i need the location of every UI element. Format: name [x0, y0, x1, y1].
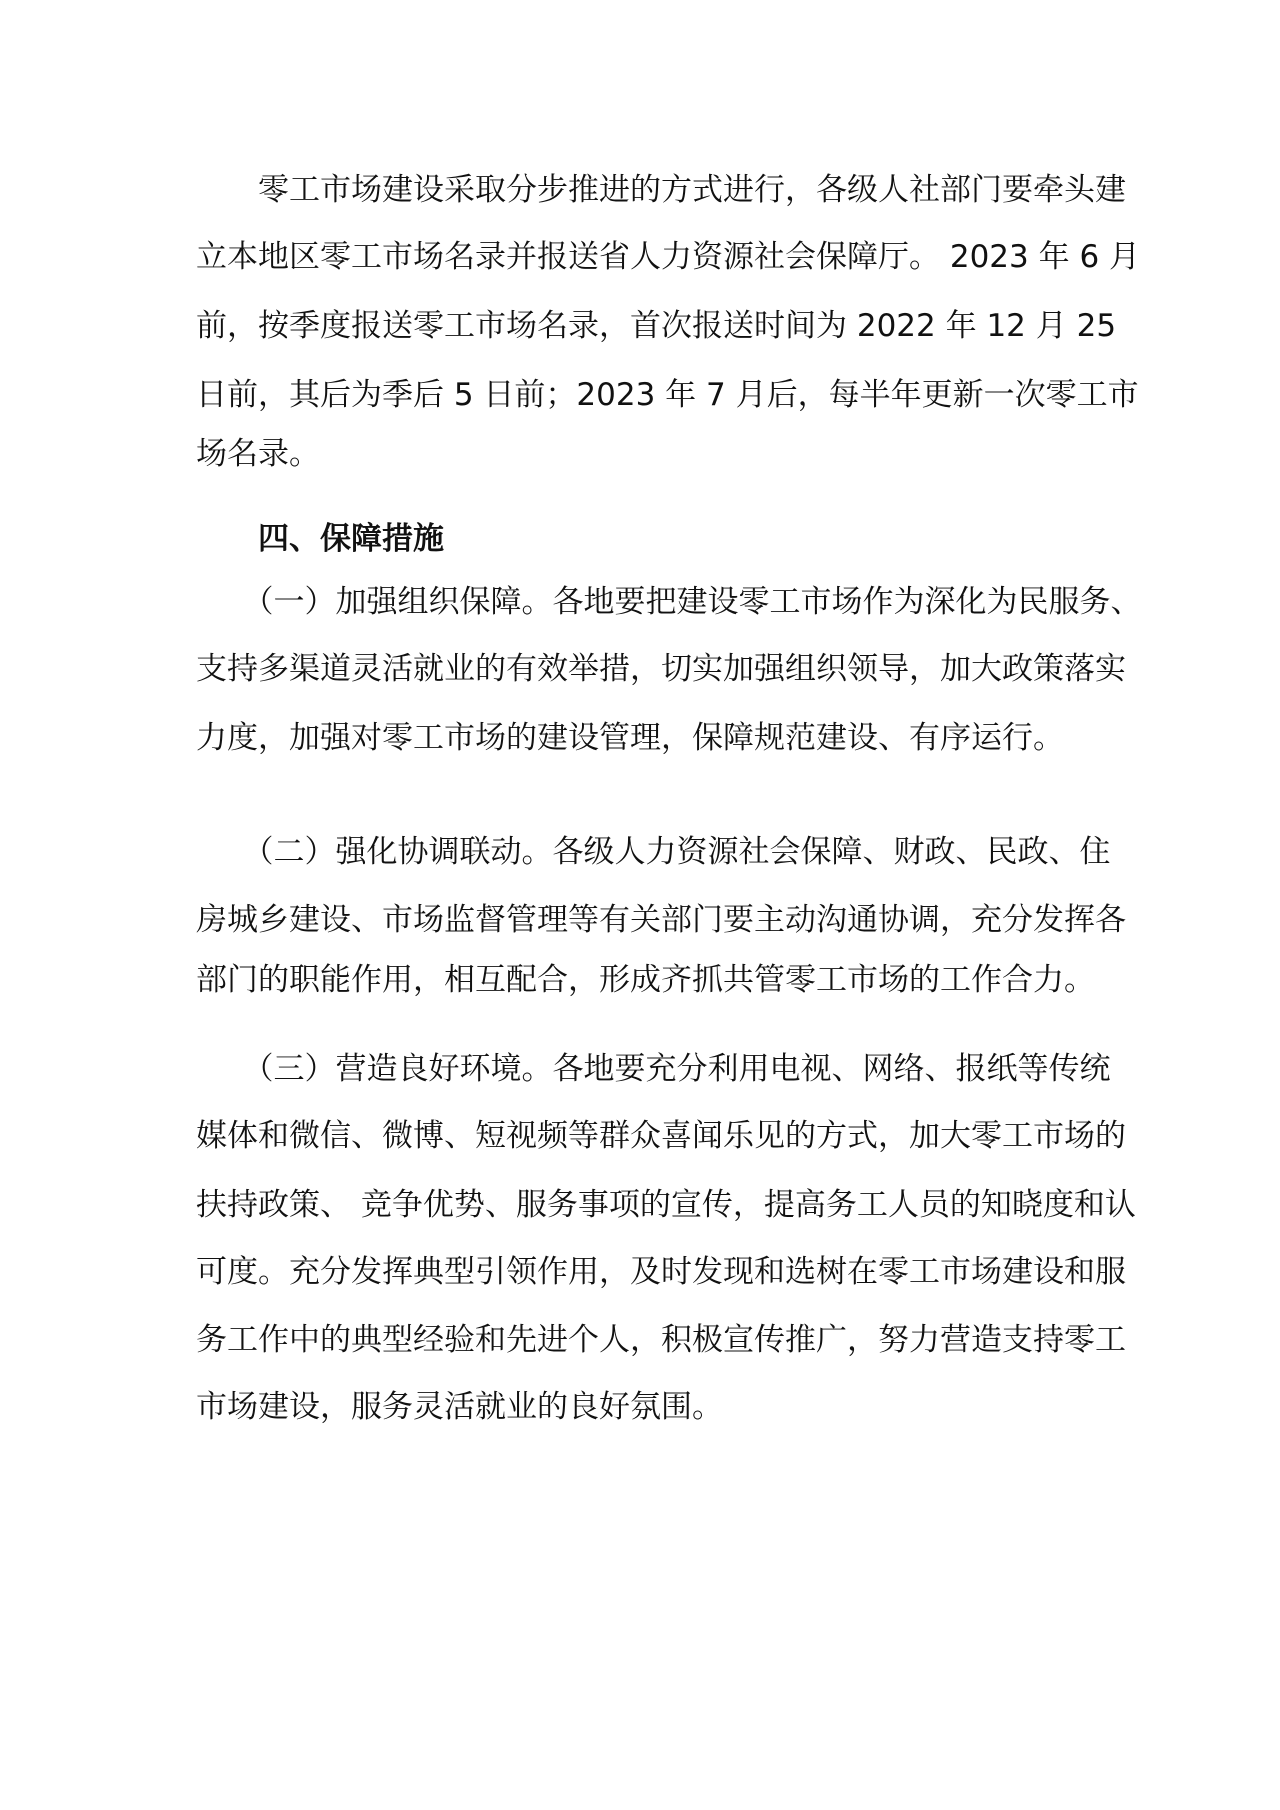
text-line: 前，按季度报送零工市场名录，首次报送时间为 2022 年 12 月 25	[196, 308, 1117, 344]
text-line: 场名录。	[196, 436, 320, 472]
text-line: 扶持政策、 竞争优势、服务事项的宣传，提高务工人员的知晓度和认	[196, 1187, 1136, 1223]
text-line: 零工市场建设采取分步推进的方式进行，各级人社部门要牵头建	[196, 172, 1126, 208]
text-line: 部门的职能作用，相互配合，形成齐抓共管零工市场的工作合力。	[196, 962, 1095, 998]
text-line: （一）加强组织保障。各地要把建设零工市场作为深化为民服务、	[196, 584, 1142, 620]
text-line: （三）营造良好环境。各地要充分利用电视、网络、报纸等传统	[196, 1051, 1111, 1087]
text-line: 支持多渠道灵活就业的有效举措，切实加强组织领导，加大政策落实	[196, 651, 1126, 687]
text-line: 日前，其后为季后 5 日前；2023 年 7 月后，每半年更新一次零工市	[196, 377, 1139, 413]
text-line: 力度，加强对零工市场的建设管理，保障规范建设、有序运行。	[196, 720, 1064, 756]
text-line: （二）强化协调联动。各级人力资源社会保障、财政、民政、住	[196, 834, 1111, 870]
text-line: 市场建设，服务灵活就业的良好氛围。	[196, 1389, 723, 1425]
text-line: 立本地区零工市场名录并报送省人力资源社会保障厅。 2023 年 6 月	[196, 239, 1141, 275]
text-line: 媒体和微信、微博、短视频等群众喜闻乐见的方式，加大零工市场的	[196, 1118, 1126, 1154]
text-line: 房城乡建设、市场监督管理等有关部门要主动沟通协调，充分发挥各	[196, 902, 1126, 938]
text-line: 可度。充分发挥典型引领作用，及时发现和选树在零工市场建设和服	[196, 1254, 1126, 1290]
section-heading: 四、保障措施	[258, 521, 444, 557]
text-line: 务工作中的典型经验和先进个人，积极宣传推广，努力营造支持零工	[196, 1322, 1126, 1358]
